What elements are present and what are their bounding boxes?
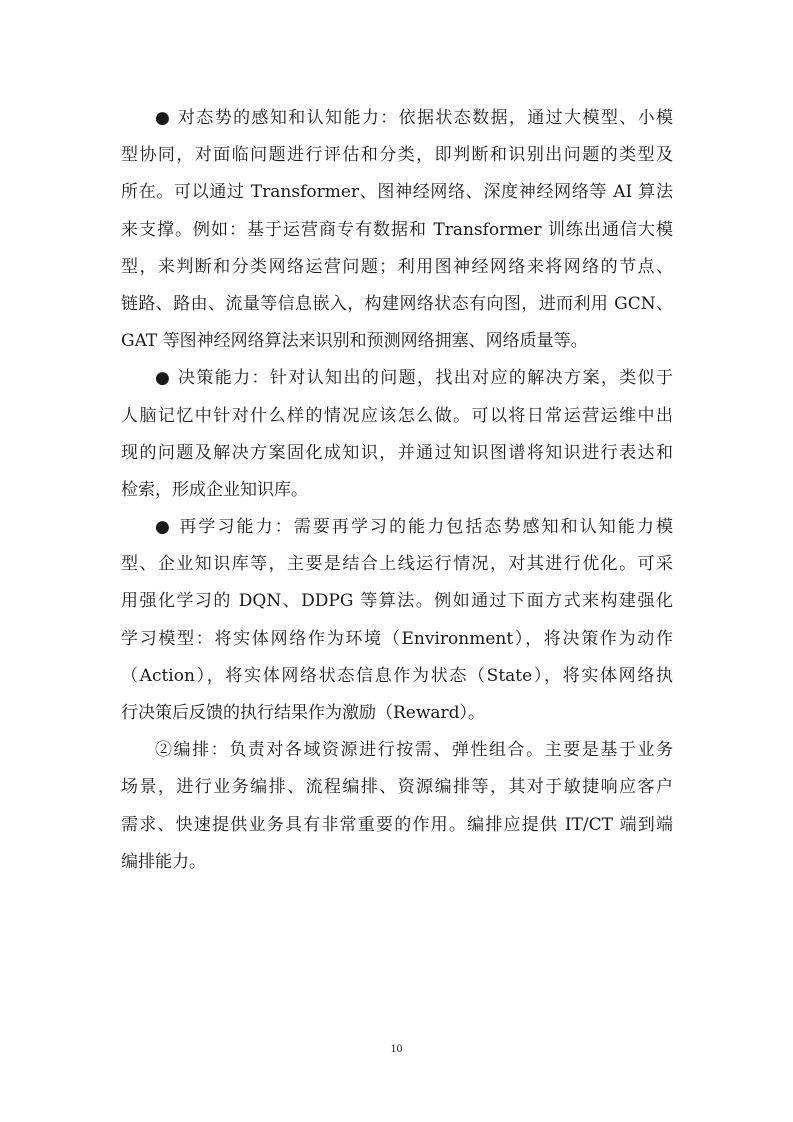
text-line: 用强化学习的 DQN、DDPG 等算法。例如通过下面方式来构建强化 <box>121 591 673 612</box>
text-line: （Action），将实体网络状态信息作为状态（State），将实体网络执 <box>121 665 673 686</box>
text-line: 需求、快速提供业务具有非常重要的作用。编排应提供 IT/CT 端到端 <box>121 814 673 835</box>
text-line: 场景，进行业务编排、流程编排、资源编排等，其对于敏捷响应客户 <box>121 777 673 798</box>
text-line: 链路、路由、流量等信息嵌入，构建网络状态有向图，进而利用 GCN、 <box>121 293 673 314</box>
text-line: 现的问题及解决方案固化成知识，并通过知识图谱将知识进行表达和 <box>121 442 673 463</box>
text-line: ● 对态势的感知和认知能力：依据状态数据，通过大模型、小模 <box>155 108 673 128</box>
text-line: 型、企业知识库等，主要是结合上线运行情况，对其进行优化。可采 <box>121 554 673 575</box>
text-line: 检索，形成企业知识库。 <box>121 479 308 500</box>
text-line: 行决策后反馈的执行结果作为激励（Reward）。 <box>121 703 486 723</box>
paragraph-perception-capability <box>121 100 673 360</box>
paragraph-decision-capability <box>121 360 673 509</box>
text-line: 人脑记忆中针对什么样的情况应该怎么做。可以将日常运营运维中出 <box>121 405 673 426</box>
text-line: 型，来判断和分类网络运营问题；利用图神经网络来将网络的节点、 <box>121 256 673 277</box>
text-line: GAT 等图神经网络算法来识别和预测网络拥塞、网络质量等。 <box>121 331 588 352</box>
text-line: 来支撑。例如：基于运营商专有数据和 Transformer 训练出通信大模 <box>121 219 673 240</box>
document-body <box>121 100 673 881</box>
paragraph-relearning-capability <box>121 509 673 732</box>
text-line: ②编排：负责对各域资源进行按需、弹性组合。主要是基于业务 <box>155 740 673 761</box>
text-line: 编排能力。 <box>121 851 206 872</box>
page-number: 10 <box>390 1041 403 1055</box>
text-line: 型协同，对面临问题进行评估和分类，即判断和识别出问题的类型及 <box>121 145 673 166</box>
text-line: 所在。可以通过 Transformer、图神经网络、深度神经网络等 AI 算法 <box>121 182 673 203</box>
paragraph-orchestration <box>121 732 673 881</box>
text-line: 学习模型：将实体网络作为环境（Environment），将决策作为动作 <box>121 628 673 649</box>
text-line: ● 决策能力：针对认知出的问题，找出对应的解决方案，类似于 <box>155 368 673 389</box>
text-line: ● 再学习能力：需要再学习的能力包括态势感知和认知能力模 <box>155 517 673 538</box>
